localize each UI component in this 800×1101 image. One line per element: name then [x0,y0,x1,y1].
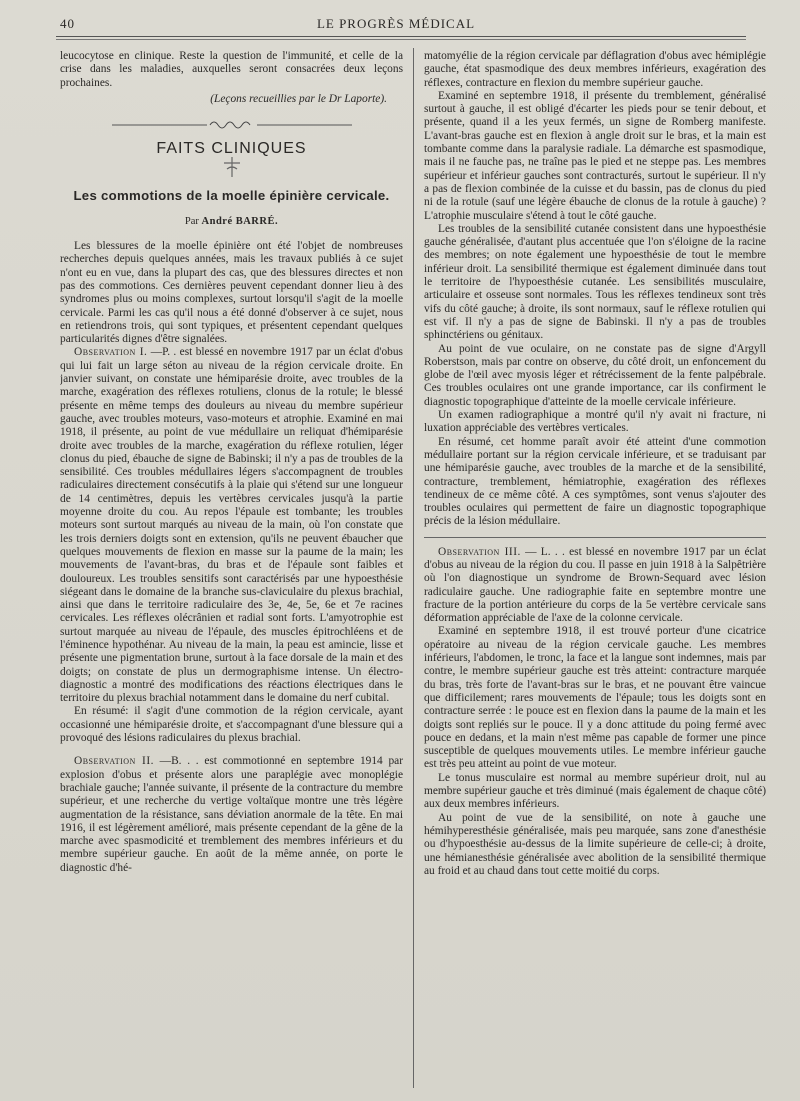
summary-paragraph-1: En résumé: il s'agit d'une commotion de la région cervicale, ayant occasionné une hémiparésie droite, et s'accompagnant d'une blessure qui a provoqué des lésions radiculaires du plexus brachial. [60,705,403,745]
left-column [60,50,403,1090]
byline [60,215,403,228]
journal-title: LE PROGRÈS MÉDICAL [316,16,476,31]
sensibility-paragraph: Les troubles de la sensibilité cutanée consistent dans une hypoesthésie gauche généralisée, d'autant plus accentuée que l'on s'éloigne de la racine des membres; on note également une hypoesthésie de tout le membre inférieur droit. La sensibilité thermique est également diminuée dans tout le territoire de l'hypoesthésie cutanée. Les sensibilités musculaire, articulaire et osseuse sont normales. Tous les réflexes tendineux sont très vifs du côté gauche; à droite, ils sont normaux, sauf le réflexe rotulien qui est vif. Il n'y a pas de signe de Babinski. Il n'y a pas de troubles sphinctériens ou génitaux. [424,222,766,342]
observation-3-text: — L. . . est blessé en novembre 1917 par un éclat d'obus au niveau de la région du cou. Il passe en juin 1918 à la Salpêtrière où l'on diagnostique un syndrome de Brown-Sequard avec lésion radiculaire gauche. Une radiographie faite en septembre montre une fracture de la portion antérieure du corps de la 5e vertèbre cervicale sans déformation appréciable de l'axe de la colonne cervicale. [424,545,766,625]
observation-1 [60,346,403,705]
observation-3 [424,546,766,626]
exam-paragraph-3: Examiné en septembre 1918, il est trouvé porteur d'une cicatrice opératoire au niveau de la région cervicale gauche. Les membres inférieurs, l'abdomen, le tronc, la face et la langue sont indemnes, mais par contre, le membre supérieur gauche est très atteint: contracture marquée du bras, très forte de l'avant-bras sur le bras, et ne pouvant être vaincue que difficilement; rares mouvements de l'épaule; tous les doigts sont en contracture serrée : le pouce est en flexion dans la paume de la main et les doigts sont repliés sur le pouce. Il y a donc attitude du poing fermé avec pouce en dedans, et la main n'est même pas capable de former une pince susceptible de quelques mouvements utiles. Le membre inférieur gauche est très peu atteint au point de vue moteur. [424,625,766,771]
column-divider [413,48,414,1088]
exam-paragraph: Examiné en septembre 1918, il présente du tremblement, généralisé surtout à gauche, il est obligé d'écarter les pieds pour se tenir debout, et présente, quand il a les yeux fermés, un signe de Romberg manifeste. L'avant-bras gauche est en flexion à angle droit sur le bras, et la main est tombante comme dans la paralysie radiale. La démarche est spasmodique, mais il ne fauche pas, ne traîne pas le pied et ne steppe pas. Les membres supérieur et inférieur gauches sont contracturés, surtout le supérieur. Il n'y a pas de flexion combinée de la cuisse et du bassin, pas de clonus du pied ni de la rotule (sauf une légère ébauche de clonus de la rotule à gauche) ? L'atrophie musculaire s'étend à tout le côté gauche. [424,89,766,222]
ocular-paragraph: Au point de vue oculaire, on ne constate pas de signe d'Argyll Roberstson, mais par contre on observe, du côté droit, un enfoncement du globe de l'œil avec myosis léger et rétrécissement de la fente palpébrale. Ces troubles oculaires ont une grande importance, car ils confirment le diagnostic topographique d'atteinte de la moelle cervicale inférieure. [424,342,766,408]
observation-1-heading: Observation I. [74,346,148,359]
radiography-paragraph: Un examen radiographique a montré qu'il n'y avait ni fracture, ni luxation appréciable des vertèbres verticales. [424,409,766,435]
header-rule [56,36,746,37]
section-title: FAITS CLINIQUES [156,140,307,158]
sensibility-paragraph-3: Au point de vue de la sensibilité, on note à gauche une hémihyperesthésie généralisée, mais peu marquée, sans zone d'anesthésie ou d'hypoesthésie au-dessus de la limite supérieure de celle-ci; à droite, une hémianesthésie généralisée avec abolition de la sensibilité thermique au froid et au chaud dans tout cette moitié du corps. [424,811,766,877]
page-number: 40 [60,16,75,31]
observation-2-text: —B. . . est commotionné en septembre 1914 par explosion d'obus et présente alors une paraplégie avec monoplégie brachiale gauche; l'année suivante, il présente de la contracture du membre supérieur, et une recherche du vertige voltaïque montre une très légère augmentation de la résistance, sans déviation anormale de la tête. En mai 1916, il est légèrement amélioré, mais présente cependant de la gêne de la marche avec spasmodicité et tremblement des membres inférieurs et du membre supérieur gauche. En août de la même année, on porte le diagnostic d'hé- [60,755,403,874]
tonus-paragraph: Le tonus musculaire est normal au membre supérieur droit, nul au membre supérieur gauche et très diminué (mais également de chaque côté) aux deux membres inférieurs. [424,771,766,811]
observation-2 [60,755,403,875]
observation-1-text: —P. . est blessé en novembre 1917 par un éclat d'obus qui lui fait un large séton au niveau de la région cervicale droite. En janvier suivant, on constate une hémiparésie droite, avec troubles de la marche, exagération des réflexes rotuliens, clonus de la rotule; le blessé présente en même temps des douleurs au niveau du membre supérieur gauche, avec troubles moteurs, vaso-moteurs et atrophie. Examiné en mai 1918, il présente, au point de vue médullaire un reliquat d'hémiparésie droite avec troubles de la marche, exagération du réflexe rotulien, léger clonus du pied, ébauche de signe de Babinski; il n'y a pas de troubles de la sensibilité. Ces troubles médullaires légers s'accompagnent de troubles radiculaires directement consécutifs à la plaie qui s'étend sur une longueur de 14 centimètres, depuis les vertèbres cervicales jusqu'à la partie moyenne droite du cou. Au repos l'épaule est tombante; les troubles moteurs sont surtout marqués au niveau de la main, où l'on constate que les trois derniers doigts sont en extension, qu'ils ne peuvent ébaucher que quelques mouvements de flexion en masse sur la paume de la main; les mouvements de l'avant-bras, du bras et de l'épaule sont faibles et douloureux. Les troubles sensitifs sont caractérisés par une hypoesthésie siégeant dans le domaine de la branche sus-claviculaire du plexus brachial, ainsi que dans le territoire radiculaire des 3e, 4e, 5e, 6e et 7e racines cervicales. Les réflexes olécrânien et radial sont forts. L'amyotrophie est surtout marquée au niveau de l'épaule, des muscles épitrochléens et de l'éminence hypothénar. Au niveau de la main, la peau est amincie, lisse et présente une pigmentation brune, surtout à la face dorsale de la main et des doigts; on constate de plus un dermographisme intense. Un électro-diagnostic a montré des modifications des réactions électriques dans le territoire du plexus brachial notamment dans le domaine du nerf cubital. [60,346,403,705]
intro-body-paragraph: Les blessures de la moelle épinière ont été l'objet de nombreuses recherches depuis quelques années, mais les travaux publiés à ce sujet n'ont eu en vue, dans la plupart des cas, que des blessures directes et non pas des commotions. Ces dernières peuvent cependant donner lieu à des syndromes plus ou moins complexes, surtout lorsqu'il s'agit de la moelle cervicale. Parmi les cas qu'il nous a été donné d'observer à ce sujet, nous en retiendrons trois, qui sont typiques, et présentent cependant quelques particularités dignes d'être signalées. [60,240,403,346]
lesson-credit: (Leçons recueillies par le Dr Laporte). [210,92,387,105]
continued-paragraph: matomyélie de la région cervicale par déflagration d'obus avec hémiplégie gauche, état spasmodique des deux membres inférieurs, exagération des réflexes, contracture en flexion du membre supérieur gauche. [424,50,766,89]
right-column [424,50,766,1090]
observation-divider [424,537,766,538]
header-rule-double [56,39,746,40]
observation-2-heading: Observation II. [74,755,154,768]
summary-paragraph-2: En résumé, cet homme paraît avoir été atteint d'une commotion médullaire portant sur la région cervicale inférieure, et se traduisant par une hémiparésie gauche, avec troubles de la marche et de la sensibilité, contracture, tremblement, hémiatrophie, exagération des réflexes tendineux de ce même côté. A ces symptômes, sont venus s'ajouter des troubles oculaires qui permettent de faire un diagnostic topographique précis de la lésion médullaire. [424,435,766,528]
running-header [60,16,732,36]
flourish-ornament [212,155,252,179]
ornamental-separator [112,118,352,132]
byline-author: André BARRÉ. [201,215,279,227]
observation-3-heading: Observation III. [438,545,521,558]
article-title: Les commotions de la moelle épinière cervicale. [73,188,390,204]
byline-prefix: Par [184,215,199,227]
intro-paragraph: leucocytose en clinique. Reste la question de l'immunité, et celle de la crise dans les maladies, auxquelles seront consacrées deux leçons prochaines. [60,50,403,89]
